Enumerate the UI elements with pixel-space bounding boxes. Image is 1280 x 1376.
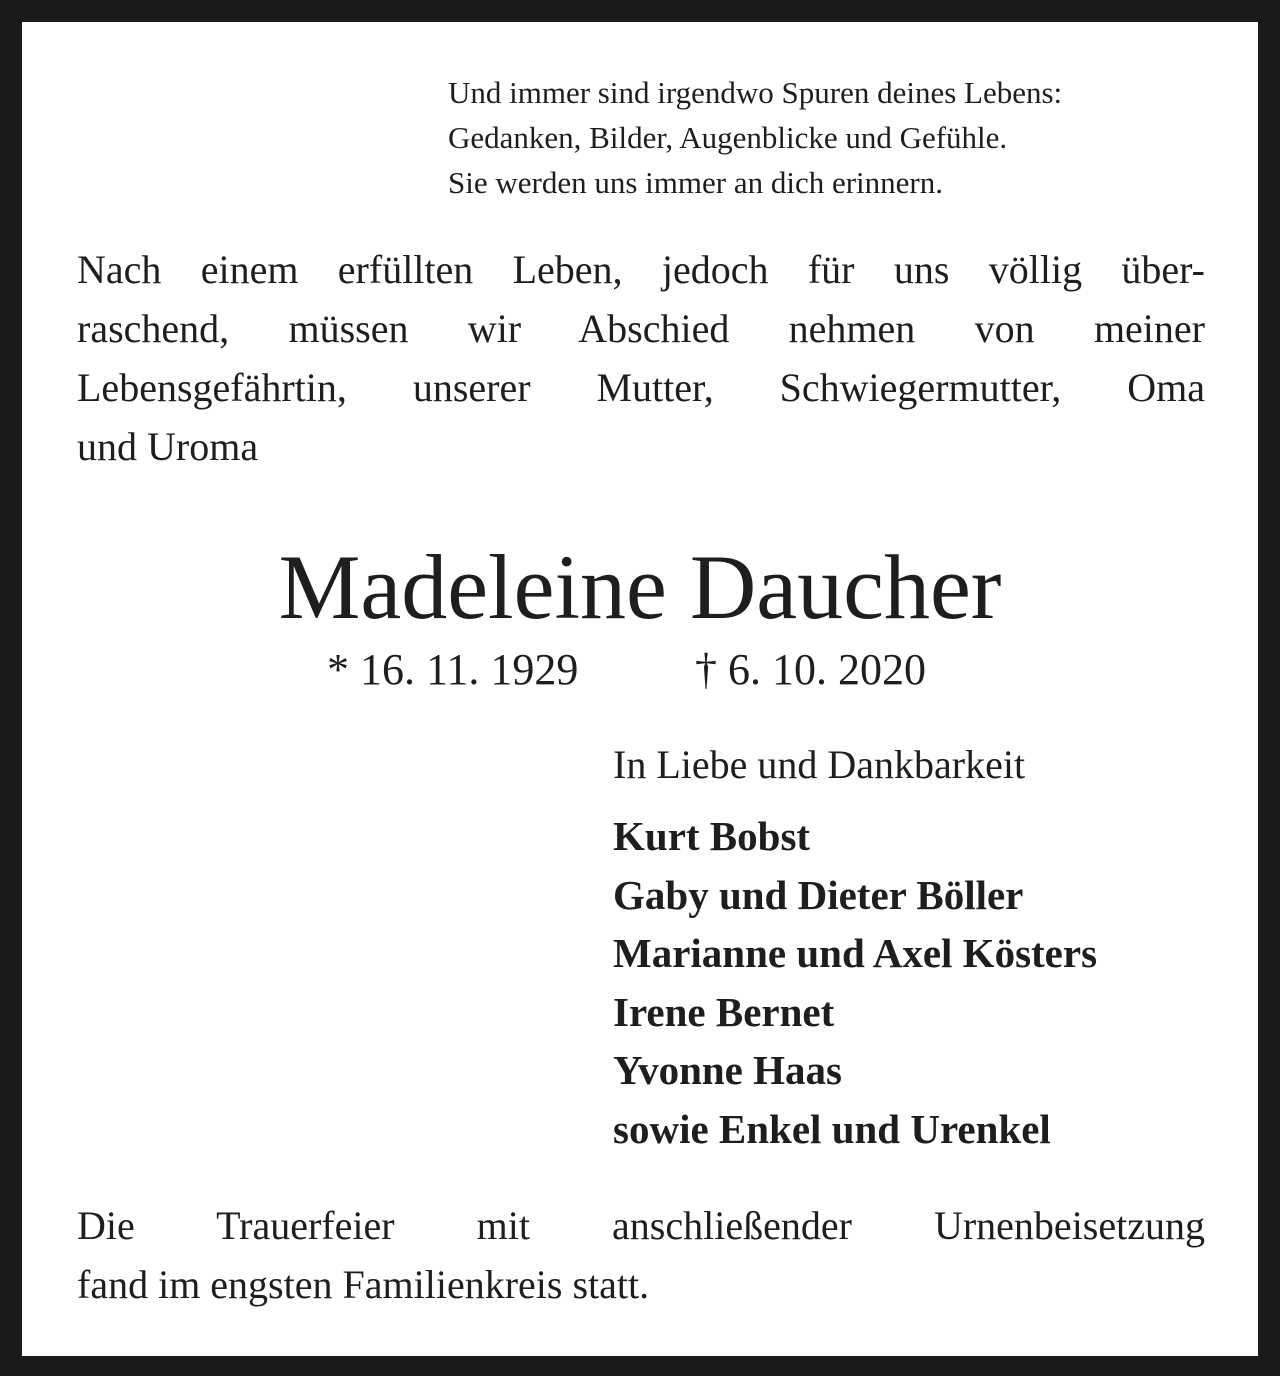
mourner-name: Yvonne Haas xyxy=(613,1047,842,1093)
deceased-name: Madeleine Daucher xyxy=(278,536,1002,638)
death-date: † 6. 10. 2020 xyxy=(695,645,926,694)
poem-line: Gedanken, Bilder, Augenblicke und Gefühle. xyxy=(448,120,1008,155)
mourner-name: Marianne und Axel Kösters xyxy=(613,930,1098,976)
mourner-name: Gaby und Dieter Böller xyxy=(613,871,1024,918)
birth-date: * 16. 11. 1929 xyxy=(327,645,579,694)
intro-line: Lebensgefährtin, unserer Mutter, Schwiegermutter, Oma xyxy=(77,365,1205,410)
ceremony-line: fand im engsten Familienkreis statt. xyxy=(77,1262,650,1307)
intro-line: raschend, müssen wir Abschied nehmen von meiner xyxy=(77,306,1205,351)
ceremony-line: Die Trauerfeier mit anschließender Urnenbeisetzung xyxy=(77,1203,1205,1248)
mourner-name: sowie Enkel und Urenkel xyxy=(613,1105,1051,1152)
mourners-list xyxy=(613,807,1097,1158)
thanks-line: In Liebe und Dankbarkeit xyxy=(613,742,1026,787)
obituary-notice xyxy=(22,22,1258,1356)
poem-line: Und immer sind irgendwo Spuren deines Lebens: xyxy=(448,75,1063,110)
mourner-name: Kurt Bobst xyxy=(613,813,811,859)
ceremony-paragraph xyxy=(77,1196,1205,1314)
mourner-name: Irene Bernet xyxy=(613,988,835,1035)
memorial-poem xyxy=(448,70,1228,205)
intro-line: Nach einem erfüllten Leben, jedoch für uns völlig über- xyxy=(77,247,1205,292)
poem-line: Sie werden uns immer an dich erinnern. xyxy=(448,165,943,200)
intro-paragraph xyxy=(77,240,1205,476)
intro-line: und Uroma xyxy=(77,424,259,469)
